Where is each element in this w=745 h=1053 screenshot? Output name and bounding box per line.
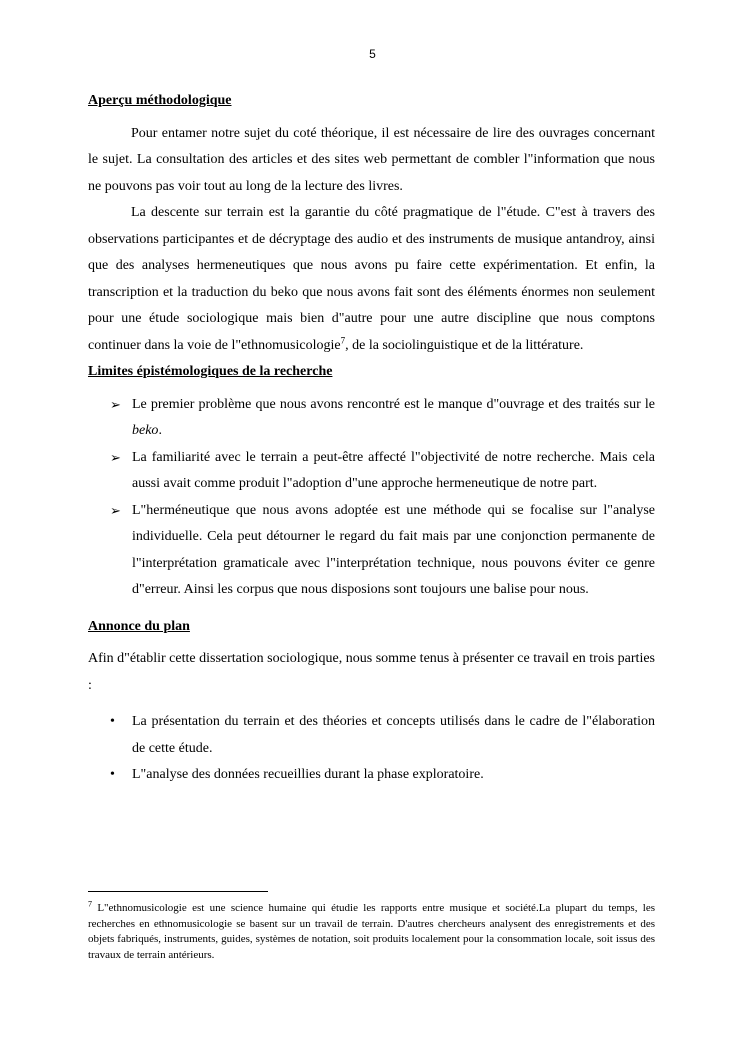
section-heading-plan: Annonce du plan: [88, 618, 190, 634]
limits-list-item-1: [88, 392, 655, 445]
footnote-separator: [88, 891, 268, 892]
page-body: [88, 88, 655, 789]
section-heading-methodology: Aperçu méthodologique: [88, 93, 232, 108]
plan-list-item: [88, 709, 655, 762]
arrow-bullet-icon: ➢: [110, 449, 121, 465]
limits-item-1-end: .: [158, 423, 162, 438]
methodology-paragraph-2-text: La descente sur terrain est la garantie du côté pragmatique de l"étude. C"est à travers des observations participantes et de décryptage des audio et des instruments de musique antandroy, ainsi que des analyses hermeneutiques que nous avons pu faire cette expérimentation. Et enfin, la transcription et la traduction du beko que nous avons fait sont des éléments énormes non seulement pour une étude sociologique mais bien d"autre pour une autre discipline que nous comptons continuer dans la voie de l"ethnomusicologie: [88, 205, 655, 353]
plan-list: [88, 709, 655, 789]
limits-item-1-text: Le premier problème que nous avons rencontré est le manque d"ouvrage et des traités sur le: [132, 396, 655, 412]
methodology-paragraph-2: [88, 200, 655, 359]
limits-item-2-text: La familiarité avec le terrain a peut-être affecté l"objectivité de notre recherche. Mais cela aussi avait comme produit l"adoption d"une approche hermeneutique de notre part.: [132, 449, 655, 491]
arrow-bullet-icon: ➢: [110, 502, 121, 518]
limits-list: [88, 392, 655, 604]
limits-item-3-text: L"herméneutique que nous avons adoptée est une méthode qui se focalise sur l"analyse individuelle. Cela peut détourner le regard du fait mais par une conjonction permanente de l"interprétation gramaticale avec l"interprétation technique, nous pouvons éviter ce genre d"erreur. Ainsi les corpus que nous disposions sont toujours une balise pour nous.: [132, 502, 655, 597]
bullet-icon: •: [110, 767, 115, 782]
footnote-text: L"ethnomusicologie est une science humaine qui étudie les rapports entre musique et société.La plupart du temps, les recherches en ethnomusicologie se basent sur un travail de terrain. D'autres chercheurs analysent des enregistrements et des objets fabriqués, instruments, guides, systèmes de notation, soit produits localement pour la consommation locale, soit issus des travaux de terrain antérieurs.: [88, 902, 655, 961]
plan-item-2-text: L"analyse des données recueillies durant la phase exploratoire.: [132, 767, 484, 782]
methodology-paragraph-2-tail: , de la sociolinguistique et de la littérature.: [345, 337, 584, 353]
page-number: 5: [369, 47, 376, 61]
bullet-icon: •: [110, 714, 115, 729]
section-heading-limits: Limites épistémologiques de la recherche: [88, 364, 333, 379]
footnote-number: 7: [88, 899, 92, 909]
methodology-paragraph-1: Pour entamer notre sujet du coté théorique, il est nécessaire de lire des ouvrages concernant le sujet. La consultation des articles et des sites web permettant de combler l"information que nous ne pouvons pas voir tout au long de la lecture des livres.: [88, 125, 655, 194]
plan-list-item: [88, 762, 655, 789]
limits-list-item-2: [88, 445, 655, 498]
footnote: [88, 901, 655, 963]
limits-list-item-3: [88, 498, 655, 604]
plan-intro: Afin d"établir cette dissertation sociologique, nous somme tenus à présenter ce travail en trois parties :: [88, 651, 655, 693]
limits-item-1-italic: beko: [132, 423, 159, 438]
arrow-bullet-icon: ➢: [110, 396, 121, 412]
footnote-reference: 7: [340, 334, 346, 345]
plan-item-1-text: La présentation du terrain et des théories et concepts utilisés dans le cadre de l"élaboration de cette étude.: [132, 714, 655, 756]
